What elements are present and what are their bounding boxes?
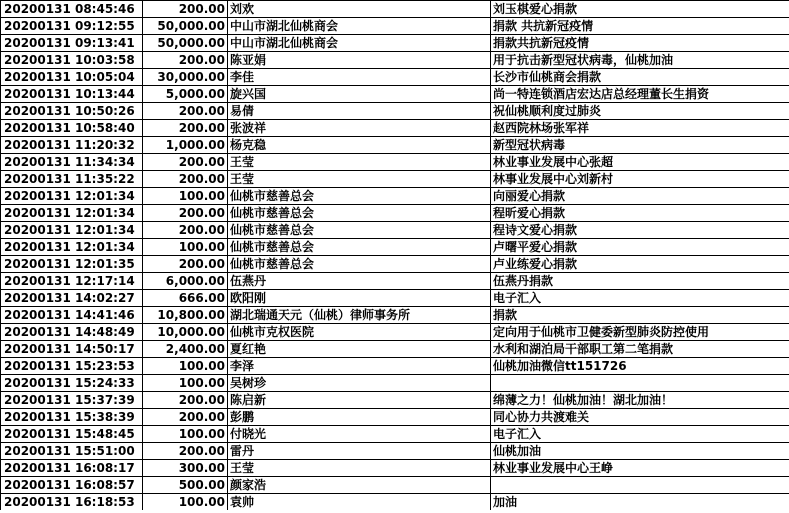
table-row <box>1 494 789 511</box>
cell-note[interactable]: 电子汇入 <box>491 426 789 443</box>
cell-donor[interactable]: 颜家浩 <box>228 477 491 494</box>
cell-amount[interactable]: 200.00 <box>143 103 228 120</box>
cell-donor[interactable]: 张波祥 <box>228 120 491 137</box>
cell-donor[interactable]: 杨克稳 <box>228 137 491 154</box>
cell-donor[interactable]: 伍燕丹 <box>228 273 491 290</box>
table-row <box>1 460 789 477</box>
cell-time[interactable]: 20200131 15:24:33 <box>1 375 143 392</box>
cell-donor[interactable]: 袁帅 <box>228 494 491 511</box>
donation-table-body <box>1 1 789 511</box>
cell-amount[interactable]: 100.00 <box>143 494 228 511</box>
cell-note[interactable]: 程诗文爱心捐款 <box>491 222 789 239</box>
cell-time[interactable]: 20200131 16:08:57 <box>1 477 143 494</box>
cell-amount[interactable]: 100.00 <box>143 375 228 392</box>
cell-time[interactable]: 20200131 12:01:34 <box>1 239 143 256</box>
cell-amount[interactable]: 100.00 <box>143 188 228 205</box>
cell-note[interactable]: 卢曙平爱心捐款 <box>491 239 789 256</box>
table-row <box>1 35 789 52</box>
table-row <box>1 86 789 103</box>
cell-note[interactable]: 赵西院林场张军祥 <box>491 120 789 137</box>
cell-amount[interactable]: 200.00 <box>143 1 228 18</box>
cell-time[interactable]: 20200131 12:01:35 <box>1 256 143 273</box>
cell-amount[interactable]: 200.00 <box>143 205 228 222</box>
cell-note[interactable] <box>491 477 789 494</box>
cell-donor[interactable]: 仙桃市慈善总会 <box>228 222 491 239</box>
cell-donor[interactable]: 陈启新 <box>228 392 491 409</box>
cell-amount[interactable]: 200.00 <box>143 256 228 273</box>
table-row <box>1 443 789 460</box>
cell-time[interactable]: 20200131 15:23:53 <box>1 358 143 375</box>
cell-amount[interactable]: 200.00 <box>143 409 228 426</box>
cell-time[interactable]: 20200131 12:17:14 <box>1 273 143 290</box>
cell-donor[interactable]: 雷丹 <box>228 443 491 460</box>
cell-time[interactable]: 20200131 15:51:00 <box>1 443 143 460</box>
cell-note[interactable]: 程昕爱心捐款 <box>491 205 789 222</box>
cell-time[interactable]: 20200131 12:01:34 <box>1 222 143 239</box>
cell-donor[interactable]: 陈亚娟 <box>228 52 491 69</box>
table-row <box>1 52 789 69</box>
cell-donor[interactable]: 王莹 <box>228 154 491 171</box>
cell-note[interactable]: 定向用于仙桃市卫健委新型肺炎防控使用 <box>491 324 789 341</box>
cell-time[interactable]: 20200131 11:35:22 <box>1 171 143 188</box>
cell-amount[interactable]: 500.00 <box>143 477 228 494</box>
cell-note[interactable]: 祝仙桃顺利度过肺炎 <box>491 103 789 120</box>
table-row <box>1 256 789 273</box>
table-row <box>1 188 789 205</box>
cell-time[interactable]: 20200131 12:01:34 <box>1 205 143 222</box>
table-row <box>1 137 789 154</box>
table-row <box>1 426 789 443</box>
cell-time[interactable]: 20200131 16:18:53 <box>1 494 143 511</box>
cell-amount[interactable]: 10,000.00 <box>143 324 228 341</box>
cell-time[interactable]: 20200131 10:58:40 <box>1 120 143 137</box>
cell-amount[interactable]: 2,400.00 <box>143 341 228 358</box>
table-row <box>1 103 789 120</box>
cell-amount[interactable]: 200.00 <box>143 171 228 188</box>
cell-donor[interactable]: 王莹 <box>228 460 491 477</box>
cell-amount[interactable]: 200.00 <box>143 222 228 239</box>
cell-amount[interactable]: 200.00 <box>143 52 228 69</box>
cell-amount[interactable]: 100.00 <box>143 239 228 256</box>
table-row <box>1 307 789 324</box>
table-row <box>1 18 789 35</box>
cell-amount[interactable]: 10,800.00 <box>143 307 228 324</box>
cell-note[interactable]: 捐款 共抗新冠疫情 <box>491 18 789 35</box>
cell-time[interactable]: 20200131 14:50:17 <box>1 341 143 358</box>
table-row <box>1 290 789 307</box>
cell-time[interactable]: 20200131 09:13:41 <box>1 35 143 52</box>
cell-note[interactable]: 仙桃加油微信tt151726 <box>491 358 789 375</box>
cell-donor[interactable]: 付晓光 <box>228 426 491 443</box>
cell-note[interactable]: 电子汇入 <box>491 290 789 307</box>
cell-donor[interactable]: 易倩 <box>228 103 491 120</box>
table-row <box>1 222 789 239</box>
table-row <box>1 358 789 375</box>
cell-note[interactable]: 同心协力共渡难关 <box>491 409 789 426</box>
cell-amount[interactable]: 5,000.00 <box>143 86 228 103</box>
table-row <box>1 392 789 409</box>
cell-time[interactable]: 20200131 08:45:46 <box>1 1 143 18</box>
cell-time[interactable]: 20200131 15:37:39 <box>1 392 143 409</box>
cell-amount[interactable]: 6,000.00 <box>143 273 228 290</box>
cell-note[interactable]: 新型冠状病毒 <box>491 137 789 154</box>
cell-amount[interactable]: 200.00 <box>143 120 228 137</box>
cell-note[interactable]: 刘玉棋爱心捐款 <box>491 1 789 18</box>
cell-amount[interactable]: 200.00 <box>143 443 228 460</box>
table-row <box>1 273 789 290</box>
table-row <box>1 409 789 426</box>
cell-note[interactable]: 加油 <box>491 494 789 511</box>
cell-time[interactable]: 20200131 14:48:49 <box>1 324 143 341</box>
cell-donor[interactable]: 仙桃市慈善总会 <box>228 239 491 256</box>
table-row <box>1 341 789 358</box>
table-row <box>1 120 789 137</box>
table-row <box>1 375 789 392</box>
cell-time[interactable]: 20200131 14:41:46 <box>1 307 143 324</box>
cell-amount[interactable]: 50,000.00 <box>143 35 228 52</box>
cell-time[interactable]: 20200131 11:34:34 <box>1 154 143 171</box>
cell-amount[interactable]: 30,000.00 <box>143 69 228 86</box>
cell-donor[interactable]: 仙桃市慈善总会 <box>228 188 491 205</box>
cell-time[interactable]: 20200131 10:03:58 <box>1 52 143 69</box>
cell-note[interactable]: 林事业发展中心刘新村 <box>491 171 789 188</box>
cell-amount[interactable]: 100.00 <box>143 426 228 443</box>
cell-donor[interactable]: 王莹 <box>228 171 491 188</box>
cell-amount[interactable]: 666.00 <box>143 290 228 307</box>
table-row <box>1 69 789 86</box>
cell-note[interactable]: 伍燕丹捐款 <box>491 273 789 290</box>
cell-time[interactable]: 20200131 09:12:55 <box>1 18 143 35</box>
table-row <box>1 154 789 171</box>
cell-note[interactable]: 卢业练爱心捐款 <box>491 256 789 273</box>
cell-donor[interactable]: 中山市湖北仙桃商会 <box>228 18 491 35</box>
cell-amount[interactable]: 200.00 <box>143 154 228 171</box>
cell-note[interactable]: 捐款 <box>491 307 789 324</box>
cell-time[interactable]: 20200131 10:13:44 <box>1 86 143 103</box>
cell-amount[interactable]: 300.00 <box>143 460 228 477</box>
cell-note[interactable]: 尚一特连锁酒店宏达店总经理董长生捐资 <box>491 86 789 103</box>
cell-note[interactable]: 向丽爱心捐款 <box>491 188 789 205</box>
cell-amount[interactable]: 200.00 <box>143 392 228 409</box>
cell-amount[interactable]: 100.00 <box>143 358 228 375</box>
cell-time[interactable]: 20200131 11:20:32 <box>1 137 143 154</box>
cell-time[interactable]: 20200131 14:02:27 <box>1 290 143 307</box>
cell-note[interactable]: 捐款共抗新冠疫情 <box>491 35 789 52</box>
cell-amount[interactable]: 50,000.00 <box>143 18 228 35</box>
table-row <box>1 477 789 494</box>
cell-time[interactable]: 20200131 10:05:04 <box>1 69 143 86</box>
cell-donor[interactable]: 中山市湖北仙桃商会 <box>228 35 491 52</box>
cell-note[interactable]: 长沙市仙桃商会捐款 <box>491 69 789 86</box>
cell-note[interactable]: 林业事业发展中心王峥 <box>491 460 789 477</box>
cell-donor[interactable]: 夏红艳 <box>228 341 491 358</box>
cell-time[interactable]: 20200131 15:38:39 <box>1 409 143 426</box>
cell-donor[interactable]: 仙桃市慈善总会 <box>228 205 491 222</box>
cell-donor[interactable]: 彭鹏 <box>228 409 491 426</box>
cell-time[interactable]: 20200131 12:01:34 <box>1 188 143 205</box>
cell-amount[interactable]: 1,000.00 <box>143 137 228 154</box>
cell-note[interactable]: 林业事业发展中心张超 <box>491 154 789 171</box>
cell-donor[interactable]: 仙桃市克权医院 <box>228 324 491 341</box>
table-row <box>1 239 789 256</box>
cell-donor[interactable]: 仙桃市慈善总会 <box>228 256 491 273</box>
cell-note[interactable]: 水利和湖泊局干部职工第二笔捐款 <box>491 341 789 358</box>
table-row <box>1 205 789 222</box>
cell-donor[interactable]: 湖北瑞通天元（仙桃）律师事务所 <box>228 307 491 324</box>
cell-time[interactable]: 20200131 16:08:17 <box>1 460 143 477</box>
table-row <box>1 324 789 341</box>
cell-note[interactable]: 绵薄之力！仙桃加油！湖北加油！ <box>491 392 789 409</box>
cell-donor[interactable]: 李泽 <box>228 358 491 375</box>
cell-time[interactable]: 20200131 10:50:26 <box>1 103 143 120</box>
cell-donor[interactable]: 吴树珍 <box>228 375 491 392</box>
cell-note[interactable]: 用于抗击新型冠状病毒，仙桃加油 <box>491 52 789 69</box>
cell-note[interactable] <box>491 375 789 392</box>
cell-note[interactable]: 仙桃加油 <box>491 443 789 460</box>
cell-time[interactable]: 20200131 15:48:45 <box>1 426 143 443</box>
cell-donor[interactable]: 李佳 <box>228 69 491 86</box>
cell-donor[interactable]: 刘欢 <box>228 1 491 18</box>
cell-donor[interactable]: 旋兴国 <box>228 86 491 103</box>
cell-donor[interactable]: 欧阳刚 <box>228 290 491 307</box>
table-row <box>1 1 789 18</box>
table-row <box>1 171 789 188</box>
